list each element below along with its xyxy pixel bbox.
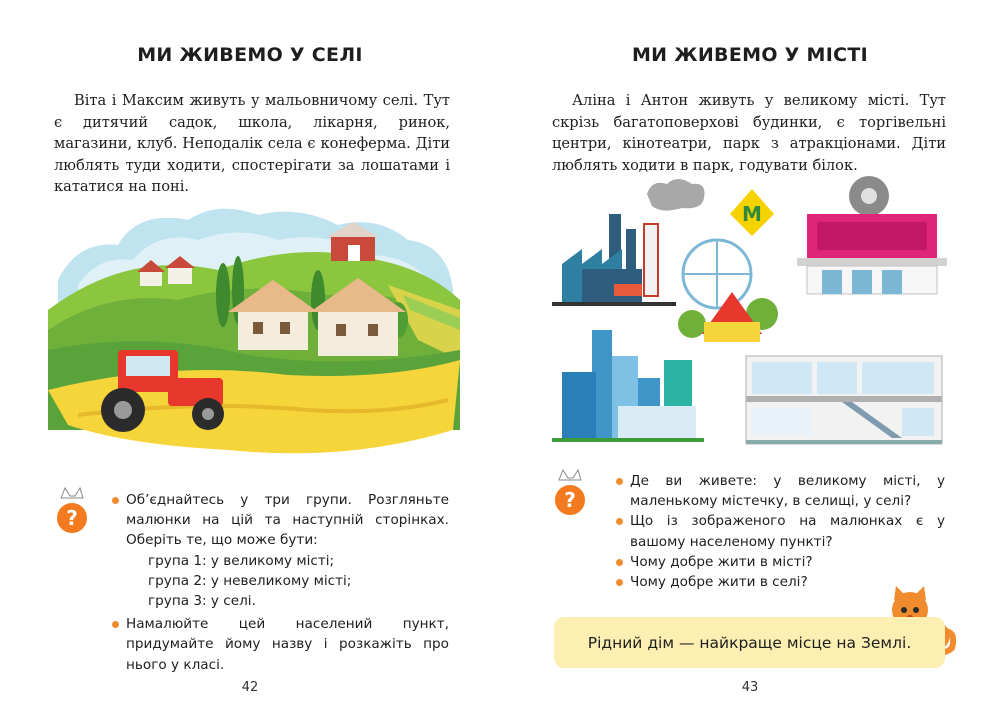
metro-sign-icon	[730, 189, 774, 236]
group-item: група 2: у невеликому місті;	[148, 572, 352, 589]
svg-text:?: ?	[564, 488, 576, 512]
city-illustrations	[552, 174, 948, 446]
intro-paragraph	[552, 90, 946, 176]
question-item: Чому добре жити в селі?	[615, 572, 945, 592]
motto-text: Рідний дім — найкраще місце на Землі.	[587, 633, 912, 652]
task-item-text: Об’єднайтесь у три групи. Розгляньте малюнки на цій та наступній сторінках. Оберіть те, що може бути:	[126, 492, 449, 549]
page-title: МИ ЖИВЕМО У СЕЛІ	[137, 44, 363, 66]
village-illustration	[48, 200, 460, 462]
task-list	[111, 490, 449, 675]
page-number: 43	[741, 680, 759, 695]
group-item: група 1: у великому місті;	[148, 552, 335, 569]
shopping-mall-illustration	[746, 356, 942, 444]
cinema-illustration	[797, 176, 947, 294]
metro-sign-letter: М	[742, 202, 762, 226]
svg-text:?: ?	[66, 506, 78, 530]
page-number: 42	[241, 680, 259, 695]
question-mark-cat-icon	[53, 484, 91, 536]
question-item: Що із зображеного на малюнках є у вашому населеному пункті?	[615, 511, 945, 551]
right-page	[500, 0, 1000, 721]
question-item: Де ви живете: у великому місті, у маленькому містечку, в селищі, у селі?	[615, 471, 945, 511]
task-item-text: Намалюйте цей населений пункт, придумайте йому назву і розкажіть про нього у класі.	[126, 616, 449, 673]
group-item: група 3: у селі.	[148, 593, 256, 610]
motto-banner	[554, 617, 945, 668]
amusement-park-illustration	[678, 240, 778, 342]
task-item	[111, 490, 449, 551]
question-item: Чому добре жити в місті?	[615, 552, 945, 572]
intro-paragraph-text: Віта і Максим живуть у мальовничому селі. Тут є дитячий садок, школа, лікарня, ринок, магазини, клуб. Неподалік села є конеферма. Діти люблять туди ходити, спостерігати за лошатами і кататися на поні.	[54, 92, 450, 196]
question-list	[615, 471, 945, 592]
intro-paragraph-text: Аліна і Антон живуть у великому місті. Тут скрізь багатоповерхові будинки, є торгівельні центри, кінотеатри, парк з атракціонами. Діти люблять ходити в парк, годувати білок.	[552, 92, 946, 174]
intro-paragraph	[54, 90, 450, 198]
question-mark-cat-icon	[551, 466, 589, 518]
task-item	[111, 614, 449, 675]
skyscrapers-illustration	[552, 330, 704, 442]
page-title: МИ ЖИВЕМО У МІСТІ	[631, 44, 869, 66]
factory-illustration	[552, 179, 705, 306]
